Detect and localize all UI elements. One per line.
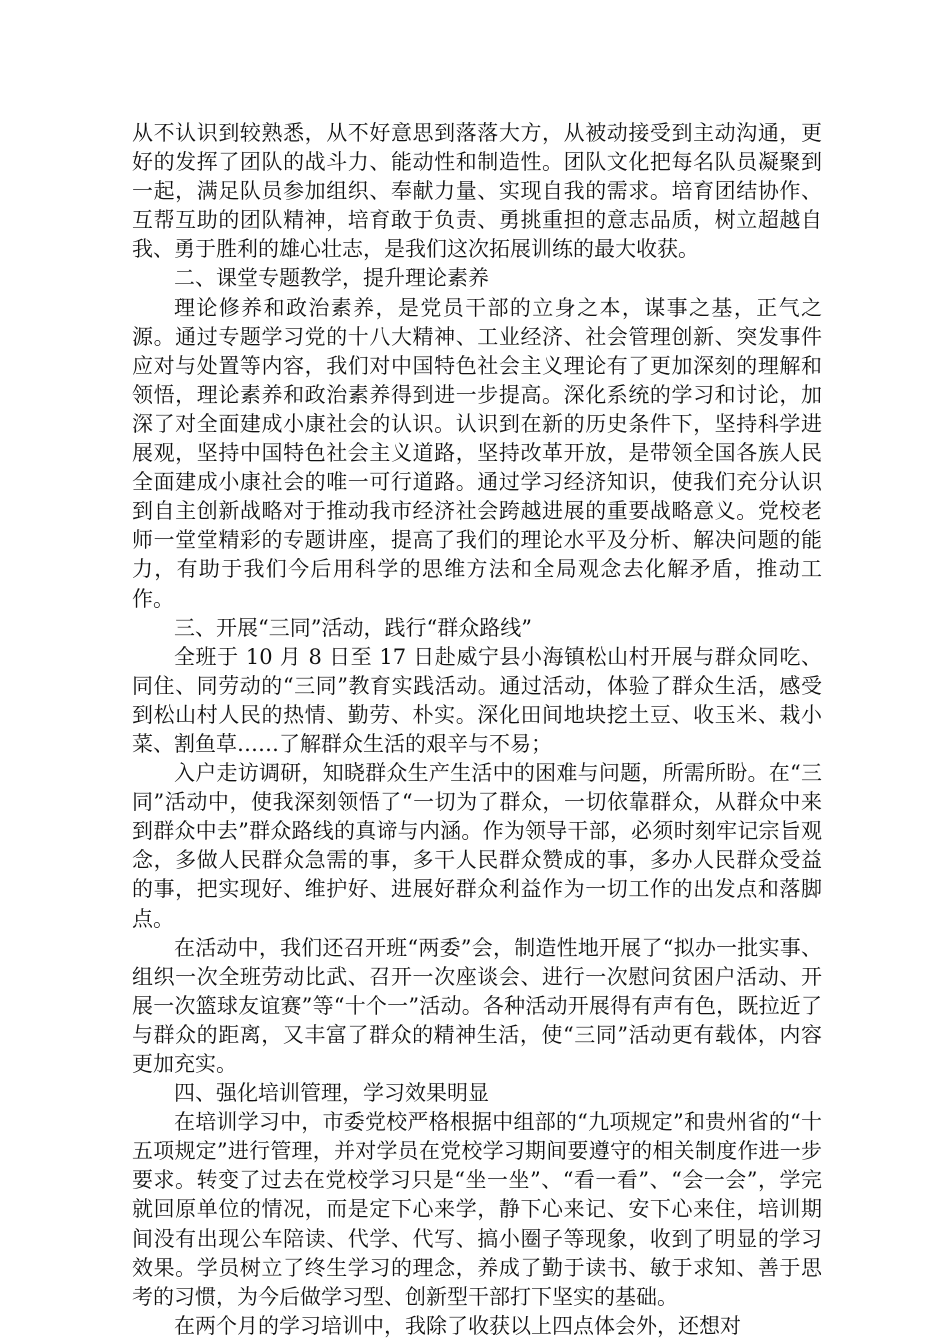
- paragraph-three-same-activity: 全班于 10 月 8 日至 17 日赴威宁县小海镇松山村开展与群众同吃、同住、同劳动的“三同”教育实践活动。通过活动，体验了群众生活，感受到松山村人民的热情、勤劳、朴实。深化田间地块挖土豆、收玉米、栽小菜、割鱼草……了解群众生活的艰辛与不易；: [132, 644, 822, 756]
- section-heading-4: 四、强化培训管理，学习效果明显: [174, 1081, 489, 1106]
- section-heading-2: 二、课堂专题教学，提升理论素养: [174, 266, 489, 291]
- paragraph-closing: 在两个月的学习培训中，我除了收获以上四点体会外，还想对: [174, 1313, 741, 1338]
- document-body: [132, 119, 822, 1341]
- section-heading-3: 三、开展“三同”活动，践行“群众路线”: [174, 615, 532, 640]
- paragraph-teamwork-conclusion: 从不认识到较熟悉，从不好意思到落落大方，从被动接受到主动沟通，更好的发挥了团队的战斗力、能动性和制造性。团队文化把每名队员凝聚到一起，满足队员参加组织、奉献力量、实现自我的需求。培育团结协作、互帮互助的团队精神，培育敢于负责、勇挑重担的意志品质，树立超越自我、勇于胜利的雄心壮志，是我们这次拓展训练的最大收获。: [132, 121, 822, 262]
- paragraph-household-visits: 入户走访调研，知晓群众生产生活中的困难与问题，所需所盼。在“三同”活动中，使我深刻领悟了“一切为了群众，一切依靠群众，从群众中来到群众中去”群众路线的真谛与内涵。作为领导干部，必须时刻牢记宗旨观念，多做人民群众急需的事，多干人民群众赞成的事，多办人民群众受益的事，把实现好、维护好、进展好群众利益作为一切工作的出发点和落脚点。: [132, 761, 822, 931]
- paragraph-ten-ones: 在活动中，我们还召开班“两委”会，制造性地开展了“拟办一批实事、组织一次全班劳动比武、召开一次座谈会、进行一次慰问贫困户活动、开展一次篮球友谊赛”等“十个一”活动。各种活动开展得有声有色，既拉近了与群众的距离，又丰富了群众的精神生活，使“三同”活动更有载体，内容更加充实。: [132, 935, 822, 1076]
- paragraph-theory: 理论修养和政治素养，是党员干部的立身之本，谋事之基，正气之源。通过专题学习党的十八大精神、工业经济、社会管理创新、突发事件应对与处置等内容，我们对中国特色社会主义理论有了更加深刻的理解和领悟，理论素养和政治素养得到进一步提高。深化系统的学习和讨论，加深了对全面建成小康社会的认识。认识到在新的历史条件下，坚持科学进展观，坚持中国特色社会主义道路，坚持改革开放，是带领全国各族人民全面建成小康社会的唯一可行道路。通过学习经济知识，使我们充分认识到自主创新战略对于推动我市经济社会跨越进展的重要战略意义。党校老师一堂堂精彩的专题讲座，提高了我们的理论水平及分析、解决问题的能力，有助于我们今后用科学的思维方法和全局观念去化解矛盾，推动工作。: [132, 295, 822, 611]
- paragraph-training-management: 在培训学习中，市委党校严格根据中组部的“九项规定”和贵州省的“十五项规定”进行管理，并对学员在党校学习期间要遵守的相关制度作进一步要求。转变了过去在党校学习只是“坐一坐”、“看一看”、“会一会”，学完就回原单位的情况，而是定下心来学，静下心来记、安下心来住，培训期间没有出现公车陪读、代学、代写、搞小圈子等现象，收到了明显的学习效果。学员树立了终生学习的理念，养成了勤于读书、敏于求知、善于思考的习惯，为今后做学习型、创新型干部打下坚实的基础。: [132, 1110, 822, 1309]
